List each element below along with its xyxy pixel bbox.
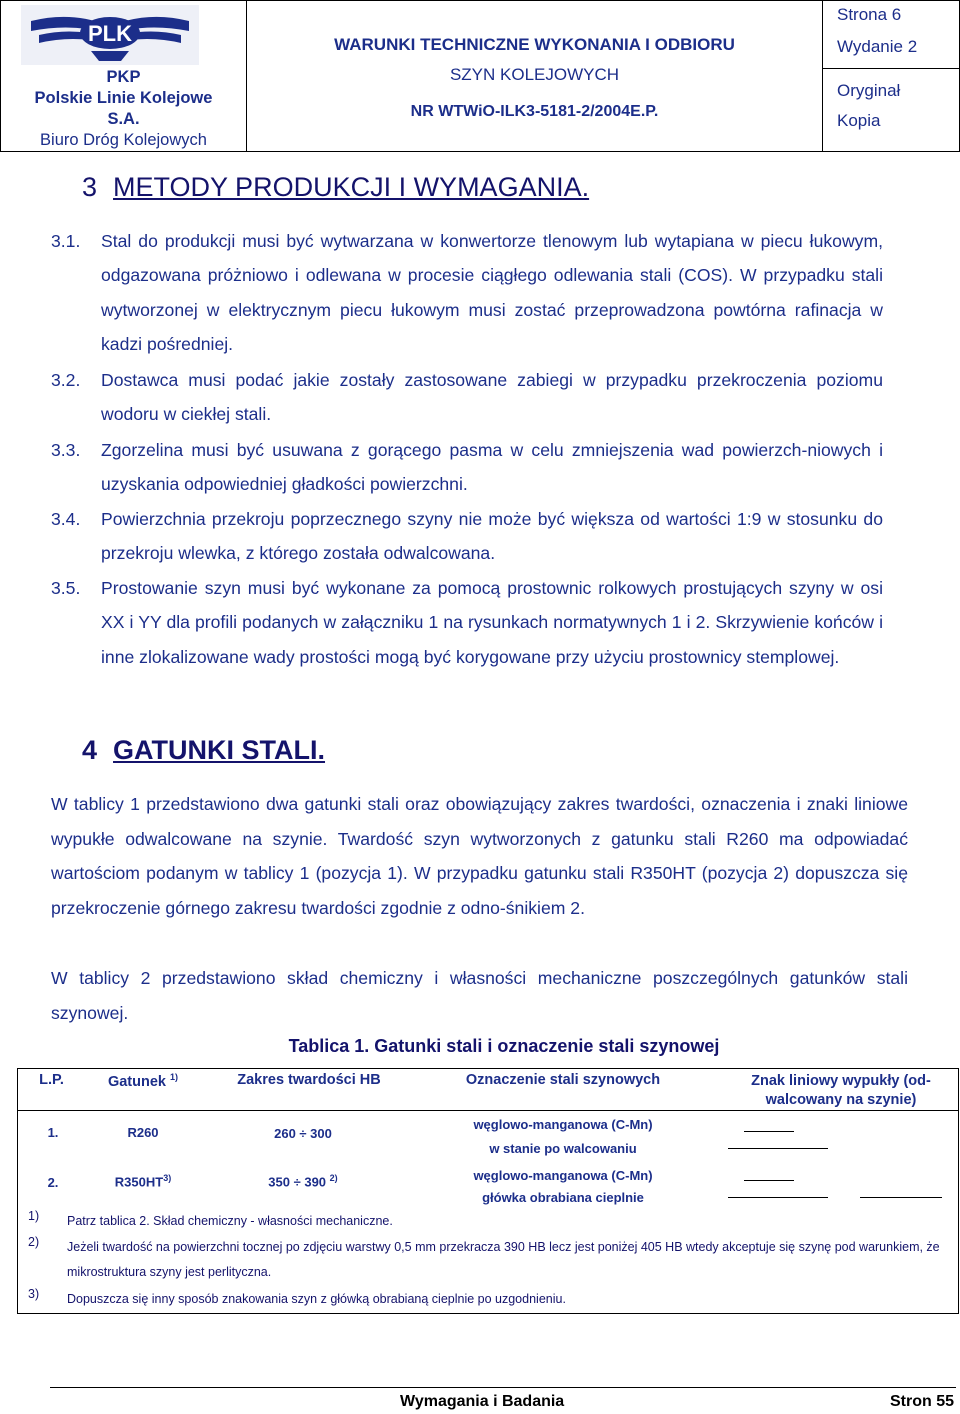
footnote-text: Patrz tablica 2. Skład chemiczny - własności mechaniczne. (67, 1214, 393, 1228)
section3-heading (82, 172, 589, 203)
row1-designation-line1: węglowo-manganowa (C-Mn) (473, 1117, 653, 1132)
list-item (51, 363, 883, 432)
col-header-designation: Oznaczenie stali szynowych (465, 1072, 661, 1088)
item-number: 3.2. (51, 370, 81, 390)
rail-mark-line (728, 1197, 828, 1198)
page-label: Strona 6 (837, 5, 902, 24)
item-number: 3.3. (51, 440, 81, 460)
header-title-cell (247, 1, 823, 151)
row2-hardness-label: 350 ÷ 390 (268, 1174, 327, 1190)
document-header (0, 0, 960, 152)
section-title: METODY PRODUKCJI I WYMAGANIA. (113, 172, 590, 202)
item-number: 3.5. (51, 578, 81, 598)
item-text: Dostawca musi podać jakie zostały zastosowane zabiegi w przypadku przekroczenia poziomu wodoru w ciekłej stali. (101, 370, 883, 425)
copy-label: Kopia (837, 111, 881, 130)
org-line: Polskie Linie Kolejowe (34, 89, 213, 107)
item-number: 3.1. (51, 231, 81, 251)
header-org-cell (1, 1, 247, 151)
header-meta-cell (823, 1, 959, 151)
col-header-grade (98, 1072, 188, 1090)
footnote-number: 1) (28, 1209, 40, 1223)
doc-title-line1: WARUNKI TECHNICZNE WYKONANIA I ODBIORU (334, 35, 735, 54)
rail-mark-line (728, 1148, 828, 1149)
section-number: 3 (82, 172, 98, 202)
page-edition-box (823, 1, 959, 69)
item-number: 3.4. (51, 509, 81, 529)
footnote-ref: 2) (329, 1173, 338, 1183)
org-name-block (1, 67, 246, 151)
logo-text: PLK (88, 21, 132, 46)
row1-lp: 1. (47, 1125, 59, 1140)
col-header-grade-label: Gatunek (107, 1073, 166, 1090)
edition-label: Wydanie 2 (837, 37, 918, 56)
doc-title-line2: SZYN KOLEJOWYCH (449, 65, 620, 84)
footnote-number: 3) (28, 1287, 40, 1301)
section-number: 4 (82, 735, 98, 765)
list-item (51, 571, 883, 674)
col-header-lp: L.P. (39, 1072, 64, 1088)
row1-hardness: 260 ÷ 300 (274, 1126, 332, 1141)
item-text: Prostowanie szyn musi być wykonane za pomocą prostownic rolkowych prostujących szyny w osi XX i YY dla profili podanych w załączniku 1 na rysunkach normatywnych 1 i 2. Skrzywienie końców i inne zlokalizowane wady prostości mogą być korygowane przy użyciu prostownicy stemplowej. (101, 578, 883, 667)
col-header-hardness: Zakres twardości HB (237, 1072, 381, 1088)
original-label: Oryginał (837, 81, 901, 100)
department-name: Biuro Dróg Kolejowych (40, 131, 207, 149)
list-item (51, 502, 883, 571)
footnote-ref: 1) (170, 1072, 179, 1082)
row2-grade-label: R350HT (114, 1174, 164, 1190)
page-footer (50, 1387, 956, 1414)
paragraph: W tablicy 2 przedstawiono skład chemiczny i własności mechaniczne poszczególnych gatunków stali szynowej. (51, 968, 908, 1023)
steel-grades-table (17, 1068, 959, 1314)
doc-number: NR WTWiO-ILK3-5181-2/2004E.P. (410, 103, 659, 120)
footnote-number: 2) (28, 1235, 40, 1249)
item-text: Powierzchnia przekroju poprzecznego szyny nie może być większa od wartości 1:9 w stosunku do przekroju wlewka, z którego została odwalcowana. (101, 509, 883, 564)
row1-designation-line2: w stanie po walcowaniu (489, 1141, 637, 1156)
paragraph: W tablicy 1 przedstawiono dwa gatunki stali oraz obowiązujący zakres twardości, oznaczenia i znaki liniowe wypukłe odwalcowane na szynie. Twardość szyn wytworzonych z gatunku stali R260 ma odpowiadać wartościom podanym w tablicy 1 (pozycja 1). W przypadku gatunku stali R350HT (pozycja 2) dopuszcza się przekroczenie górnego zakresu twardości zgodnie z odno-śnikiem 2. (51, 794, 908, 918)
row2-grade (98, 1173, 188, 1189)
row2-designation-line2: główka obrabiana cieplnie (482, 1190, 644, 1205)
item-text: Zgorzelina musi być usuwana z gorącego pasma w celu zmniejszenia wad powierzch-niowych i uzyskania odpowiedniej gładkości powierzchni. (101, 440, 883, 495)
org-line: PKP (106, 68, 141, 86)
footer-page-count: Stron 55 (889, 1393, 954, 1410)
table-header-row (18, 1069, 958, 1111)
row2-designation-line1: węglowo-manganowa (C-Mn) (473, 1168, 653, 1183)
rail-mark-line (860, 1197, 942, 1198)
row2-lp: 2. (47, 1175, 59, 1190)
list-item (51, 224, 883, 361)
rail-mark-line (744, 1131, 794, 1132)
list-item (51, 433, 883, 502)
footnote-ref: 3) (163, 1173, 172, 1183)
footer-left: Wymagania i Badania (400, 1393, 565, 1410)
org-line: S.A. (107, 110, 140, 128)
footnote-text: Dopuszcza się inny sposób znakowania szyn z główką obrabianą cieplnie po uzgodnieniu. (67, 1292, 566, 1306)
row2-hardness (238, 1173, 368, 1189)
section-title: GATUNKI STALI. (113, 735, 326, 765)
table-caption: Tablica 1. Gatunki stali i oznaczenie stali szynowej (288, 1036, 720, 1056)
item-text: Stal do produkcji musi być wytwarzana w konwertorze tlenowym lub wytapiana w piecu łukowym, odgazowana próżniowo i odlewana w procesie ciągłego odlewania stali (COS). W przypadku stali wytworzonej w elektrycznym piecu łukowym musi zostać przeprowadzona powtórna rafinacja w kadzi pośredniej. (101, 231, 883, 354)
plk-logo (21, 5, 199, 65)
col-header-mark: Znak liniowy wypukły (od-walcowany na szynie) (751, 1073, 931, 1108)
rail-mark-line (744, 1180, 794, 1181)
row1-grade: R260 (127, 1125, 159, 1140)
section4-heading (82, 735, 325, 766)
footnote-text: Jeżeli twardość na powierzchni tocznej po zdjęciu warstwy 0,5 mm przekracza 390 HB lecz jest poniżej 405 HB wtedy akceptuje się szynę pod warunkiem, że mikrostruktura szyny jest perlityczna. (67, 1240, 940, 1279)
